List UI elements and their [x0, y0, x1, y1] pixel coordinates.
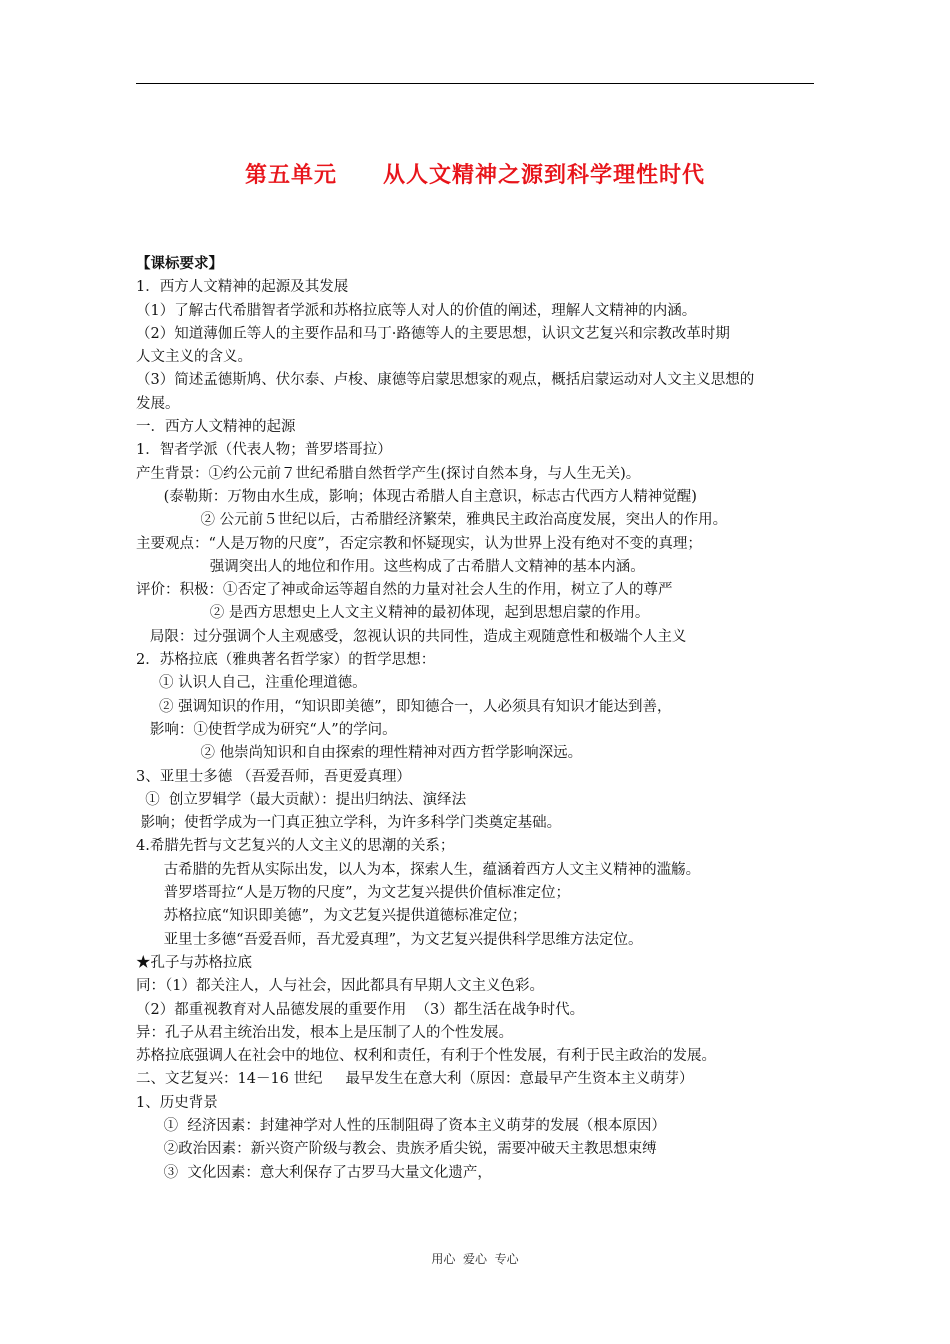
text-line: （2）都重视教育对人品德发展的重要作用 （3）都生活在战争时代。 — [136, 1001, 585, 1018]
text-line: ② 强调知识的作用，“知识即美德”，即知德合一，人必须具有知识才能达到善， — [136, 698, 672, 715]
text-line: 局限：过分强调个人主观感受，忽视认识的共同性，造成主观随意性和极端个人主义 — [136, 628, 687, 645]
text-line: 亚里士多德“吾爱吾师，吾尤爱真理”，为文艺复兴提供科学思维方法定位。 — [136, 931, 643, 948]
text-line: （1）了解古代希腊智者学派和苏格拉底等人对人的价值的阐述，理解人文精神的内涵。 — [136, 302, 697, 319]
text-line: 影响：①使哲学成为研究“人”的学问。 — [136, 721, 397, 738]
section-heading: 【课标要求】 — [136, 256, 223, 272]
text-line: ★孔子与苏格拉底 — [136, 954, 252, 971]
page-footer: 用心 爱心 专心 — [431, 1252, 519, 1266]
text-line: 异：孔子从君主统治出发，根本上是压制了人的个性发展。 — [136, 1024, 513, 1041]
text-line: 产生背景：①约公元前７世纪希腊自然哲学产生(探讨自然本身，与人生无关)。 — [136, 465, 641, 482]
text-line: 发展。 — [136, 395, 180, 412]
text-line: ② 是西方思想史上人文主义精神的最初体现，起到思想启蒙的作用。 — [136, 605, 650, 622]
header-rule — [136, 83, 814, 84]
text-line: 普罗塔哥拉“人是万物的尺度”，为文艺复兴提供价值标准定位； — [136, 885, 570, 902]
text-line: ② 公元前５世纪以后，古希腊经济繁荣，雅典民主政治高度发展，突出人的作用。 — [136, 512, 728, 529]
text-line: （2）知道薄伽丘等人的主要作品和马丁·路德等人的主要思想，认识文艺复兴和宗教改革时期 — [136, 325, 730, 342]
text-line: 一．西方人文精神的起源 — [136, 419, 296, 436]
page-title: 第五单元 从人文精神之源到科学理性时代 — [244, 163, 705, 188]
text-line: 4.希腊先哲与文艺复兴的人文主义的思潮的关系； — [136, 838, 455, 855]
text-line: （3）简述孟德斯鸠、伏尔泰、卢梭、康德等启蒙思想家的观点，概括启蒙运动对人文主义思想的 — [136, 372, 755, 389]
text-line: 1．智者学派（代表人物；普罗塔哥拉） — [136, 442, 392, 459]
text-line: 强调突出人的地位和作用。这些构成了古希腊人文精神的基本内涵。 — [136, 558, 645, 575]
text-line: 古希腊的先哲从实际出发，以人为本，探索人生，蕴涵着西方人文主义精神的滥觞。 — [136, 861, 701, 878]
text-line: 苏格拉底“知识即美德”，为文艺复兴提供道德标准定位； — [136, 908, 527, 925]
text-line: 二、文艺复兴：14－16 世纪 最早发生在意大利（原因：意最早产生资本主义萌芽） — [136, 1071, 694, 1088]
text-line: 同：（1）都关注人，人与社会，因此都具有早期人文主义色彩。 — [136, 978, 544, 995]
text-line: (泰勒斯：万物由水生成，影响；体现古希腊人自主意识，标志古代西方人精神觉醒) — [136, 488, 697, 505]
text-line: ① 认识人自己，注重伦理道德。 — [136, 675, 367, 692]
text-line: ③ 文化因素：意大利保存了古罗马大量文化遗产， — [136, 1164, 492, 1181]
text-line: 人文主义的含义。 — [136, 349, 252, 366]
text-line: 3、亚里士多德 （吾爱吾师，吾更爱真理） — [136, 768, 411, 785]
text-line: 影响；使哲学成为一门真正独立学科，为许多科学门类奠定基础。 — [136, 815, 562, 832]
text-line: 苏格拉底强调人在社会中的地位、权利和责任，有利于个性发展，有利于民主政治的发展。 — [136, 1048, 716, 1065]
text-line: 2．苏格拉底（雅典著名哲学家）的哲学思想： — [136, 652, 436, 669]
text-line: ① 创立罗辑学（最大贡献）：提出归纳法、演绎法 — [136, 791, 467, 808]
text-line: 评价：积极：①否定了神或命运等超自然的力量对社会人生的作用，树立了人的尊严 — [136, 582, 673, 599]
text-line: ② 他崇尚知识和自由探索的理性精神对西方哲学影响深远。 — [136, 745, 583, 762]
text-line: 1．西方人文精神的起源及其发展 — [136, 279, 349, 296]
text-line: ① 经济因素：封建神学对人性的压制阻碍了资本主义萌芽的发展（根本原因） — [136, 1117, 666, 1134]
document-body — [136, 253, 826, 1185]
text-line: 主要观点：“人是万物的尺度”，否定宗教和怀疑现实，认为世界上没有绝对不变的真理； — [136, 535, 702, 552]
text-line: ②政治因素：新兴资产阶级与教会、贵族矛盾尖锐，需要冲破天主教思想束缚 — [136, 1141, 657, 1158]
text-line: 1、历史背景 — [136, 1094, 218, 1111]
